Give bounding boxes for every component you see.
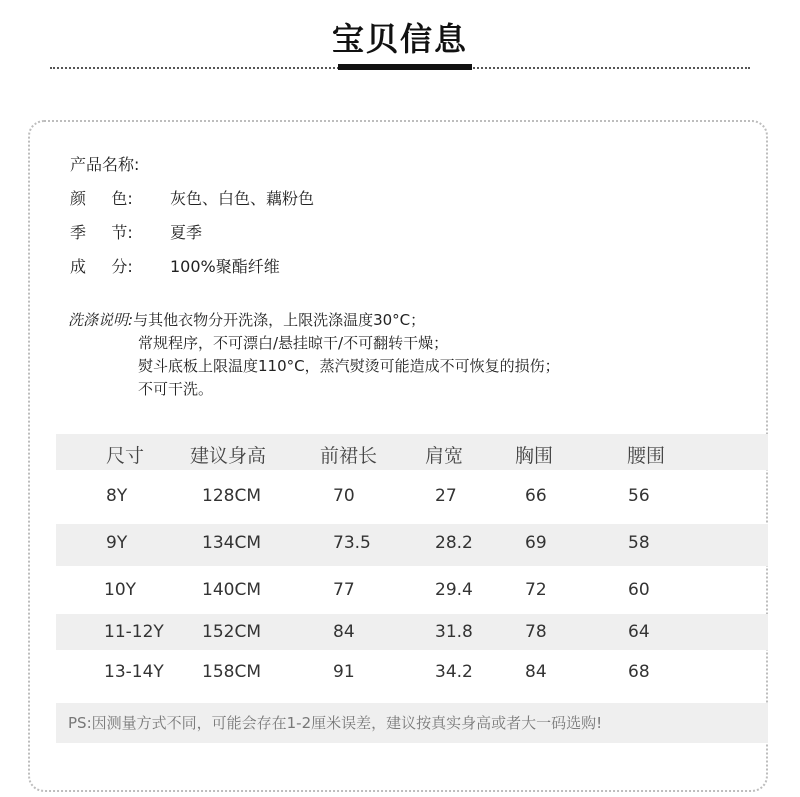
header-waist: 腰围 xyxy=(627,445,666,467)
table-row-band xyxy=(56,524,768,566)
info-label: 成 分: xyxy=(70,257,133,276)
cell-shoulder: 27 xyxy=(435,486,457,506)
page-title: 宝贝信息 xyxy=(331,20,468,58)
wash-text: 与其他衣物分开洗涤，上限洗涤温度30°C； xyxy=(133,311,426,329)
cell-shoulder: 28.2 xyxy=(435,533,473,553)
cell-skirt-length: 84 xyxy=(333,622,355,642)
cell-size: 9Y xyxy=(106,533,128,553)
title-underline-bar xyxy=(338,64,472,70)
cell-skirt-length: 73.5 xyxy=(333,533,371,553)
cell-chest: 66 xyxy=(525,486,547,506)
cell-height: 152CM xyxy=(202,622,261,642)
size-note: PS:因测量方式不同，可能会存在1-2厘米误差，建议按真实身高或者大一码选购! xyxy=(56,703,768,743)
wash-line-4: 不可干洗。 xyxy=(138,380,214,398)
cell-height: 158CM xyxy=(202,662,261,682)
cell-chest: 72 xyxy=(525,580,547,600)
wash-line-3: 熨斗底板上限温度110°C，蒸汽熨烫可能造成不可恢复的损伤； xyxy=(138,357,560,375)
wash-label: 洗涤说明: xyxy=(68,311,134,329)
cell-waist: 64 xyxy=(628,622,650,642)
cell-waist: 58 xyxy=(628,533,650,553)
wash-line-1 xyxy=(68,309,425,330)
header-size: 尺寸 xyxy=(106,445,145,467)
cell-chest: 69 xyxy=(525,533,547,553)
header-shoulder: 肩宽 xyxy=(425,445,464,467)
info-value: 100%聚酯纤维 xyxy=(170,257,280,276)
info-value: 夏季 xyxy=(170,223,203,242)
info-label: 产品名称: xyxy=(70,155,140,174)
cell-chest: 78 xyxy=(525,622,547,642)
cell-skirt-length: 70 xyxy=(333,486,355,506)
wash-line-2: 常规程序，不可漂白/悬挂晾干/不可翻转干燥； xyxy=(138,334,449,352)
cell-waist: 68 xyxy=(628,662,650,682)
cell-height: 140CM xyxy=(202,580,261,600)
cell-size: 8Y xyxy=(106,486,128,506)
info-label: 颜 色: xyxy=(70,189,133,208)
header-height: 建议身高 xyxy=(190,445,267,467)
cell-size: 10Y xyxy=(104,580,137,600)
cell-size: 11-12Y xyxy=(104,622,164,642)
cell-shoulder: 34.2 xyxy=(435,662,473,682)
cell-skirt-length: 77 xyxy=(333,580,355,600)
header-skirt-length: 前裙长 xyxy=(320,445,378,467)
cell-chest: 84 xyxy=(525,662,547,682)
cell-height: 128CM xyxy=(202,486,261,506)
cell-shoulder: 29.4 xyxy=(435,580,473,600)
header-chest: 胸围 xyxy=(515,445,554,467)
info-value: 灰色、白色、藕粉色 xyxy=(170,189,315,208)
cell-shoulder: 31.8 xyxy=(435,622,473,642)
cell-skirt-length: 91 xyxy=(333,662,355,682)
cell-waist: 60 xyxy=(628,580,650,600)
cell-waist: 56 xyxy=(628,486,650,506)
cell-height: 134CM xyxy=(202,533,261,553)
info-label: 季 节: xyxy=(70,223,133,242)
cell-size: 13-14Y xyxy=(104,662,164,682)
